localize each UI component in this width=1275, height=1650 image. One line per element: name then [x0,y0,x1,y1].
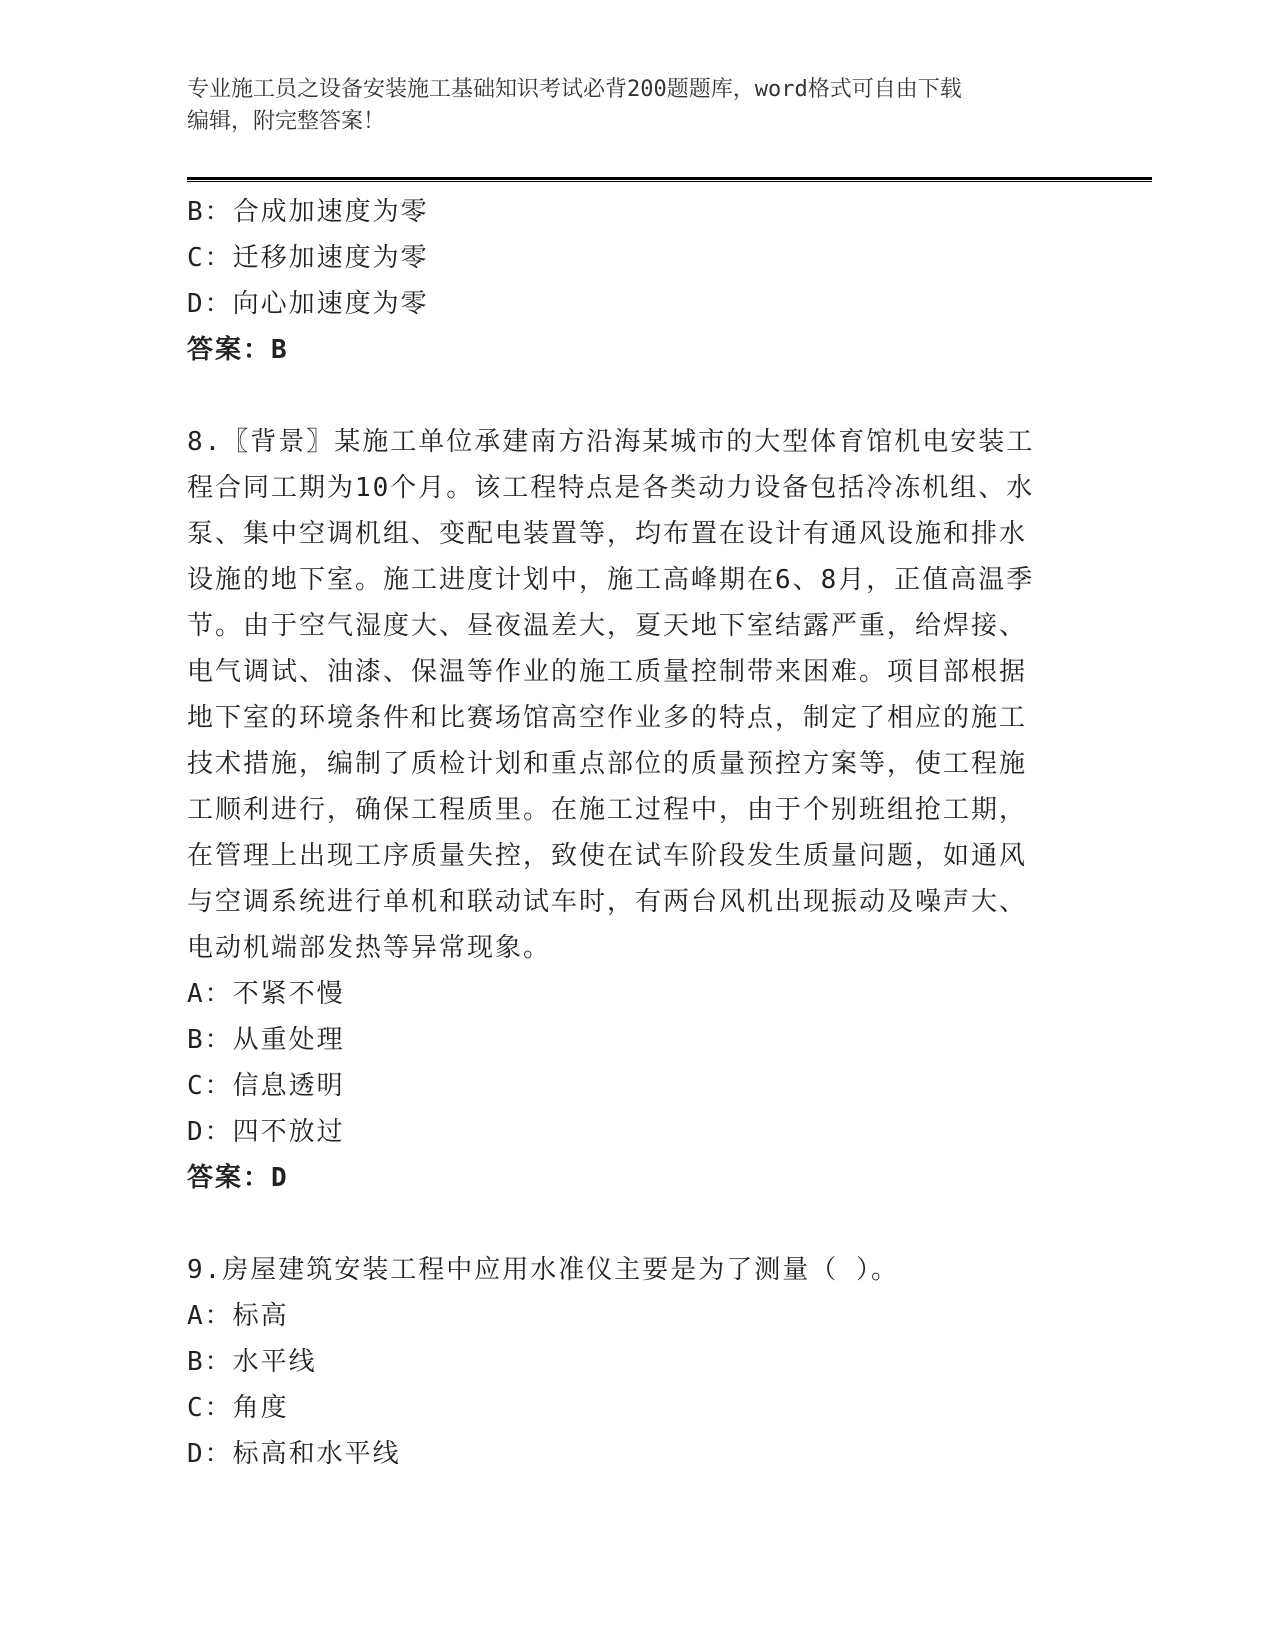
question-stem-line: 电气调试、油漆、保温等作业的施工质量控制带来困难。项目部根据 [187,657,1028,687]
header-line-1: 专业施工员之设备安装施工基础知识考试必背200题题库，word格式可自由下载 [187,77,962,102]
question-stem-line: 程合同工期为10个月。该工程特点是各类动力设备包括冷冻机组、水 [187,473,1035,503]
question-stem-line: 8.〖背景〗某施工单位承建南方沿海某城市的大型体育馆机电安装工 [187,427,1035,457]
document-body [187,189,1077,1477]
option-c: C：信息透明 [187,1071,345,1101]
answer-label: 答案：B [187,335,289,365]
question-stem-line: 在管理上出现工序质量失控，致使在试车阶段发生质量问题，如通风 [187,841,1028,871]
option-b: B：合成加速度为零 [187,197,429,227]
option-a: A：不紧不慢 [187,979,345,1009]
option-c: C：迁移加速度为零 [187,243,429,273]
question-stem-line: 设施的地下室。施工进度计划中，施工高峰期在6、8月，正值高温季 [187,565,1035,595]
option-c: C：角度 [187,1393,289,1423]
option-a: A：标高 [187,1301,289,1331]
document-header [187,74,1067,138]
option-d: D：四不放过 [187,1117,345,1147]
question-7 [187,189,1077,373]
answer-label: 答案：D [187,1163,289,1193]
question-stem-line: 工顺利进行，确保工程质里。在施工过程中，由于个别班组抢工期， [187,795,1028,825]
question-8 [187,419,1077,1201]
question-stem-line: 地下室的环境条件和比赛场馆高空作业多的特点，制定了相应的施工 [187,703,1028,733]
question-stem-line: 节。由于空气湿度大、昼夜温差大，夏天地下室结露严重，给焊接、 [187,611,1028,641]
question-stem-line: 与空调系统进行单机和联动试车时，有两台风机出现振动及噪声大、 [187,887,1028,917]
header-divider-thin [187,181,1152,182]
header-divider-thick [187,177,1152,180]
spacer [187,1201,1077,1247]
option-d: D：向心加速度为零 [187,289,429,319]
header-line-2: 编辑，附完整答案！ [187,109,386,134]
question-stem: 9.房屋建筑安装工程中应用水准仪主要是为了测量（ ）。 [187,1255,899,1285]
question-stem-line: 技术措施，编制了质检计划和重点部位的质量预控方案等，使工程施 [187,749,1028,779]
question-stem-line: 泵、集中空调机组、变配电装置等，均布置在设计有通风设施和排水 [187,519,1028,549]
option-b: B：从重处理 [187,1025,345,1055]
question-stem-line: 电动机端部发热等异常现象。 [187,933,552,963]
option-b: B：水平线 [187,1347,317,1377]
option-d: D：标高和水平线 [187,1439,401,1469]
spacer [187,373,1077,419]
question-9 [187,1247,1077,1477]
